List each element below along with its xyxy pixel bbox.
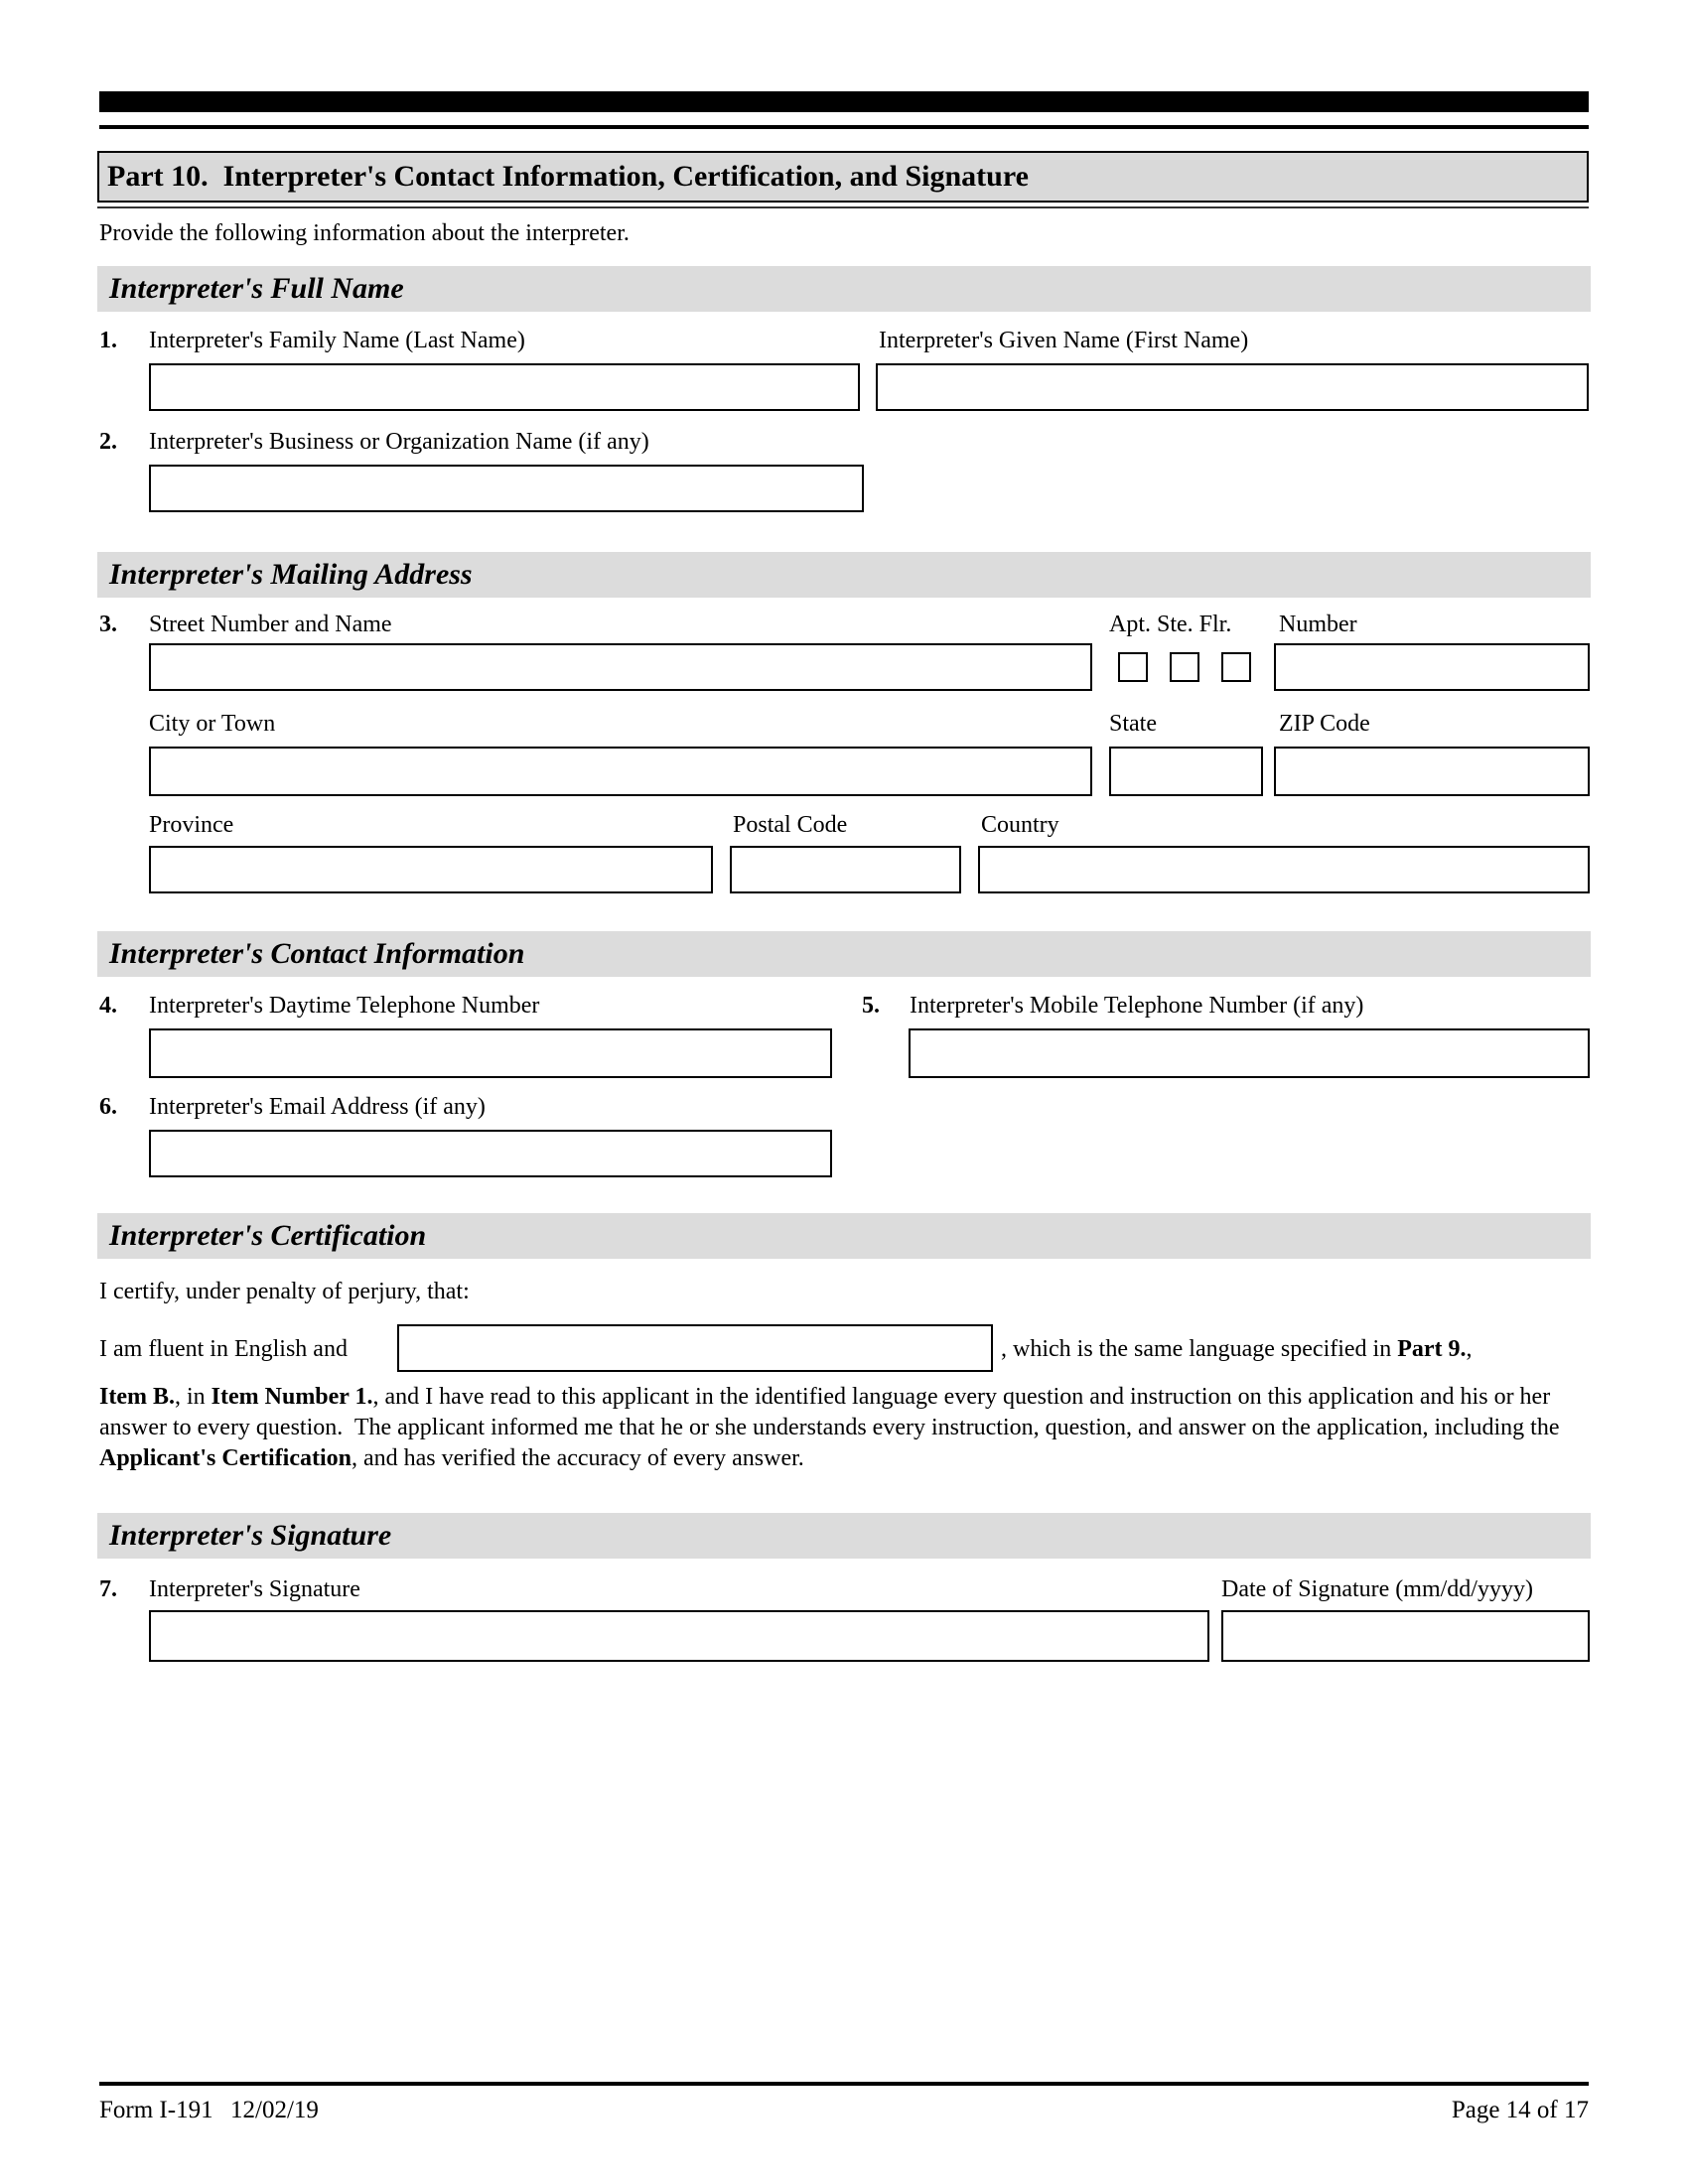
section-band-full-name <box>97 266 1591 312</box>
footer-rule <box>99 2082 1589 2086</box>
top-divider-line <box>99 125 1589 129</box>
zip-input[interactable] <box>1274 747 1590 796</box>
unit-number-input[interactable] <box>1274 643 1590 691</box>
section-title-certification: Interpreter's Certification <box>109 1219 427 1252</box>
top-divider-bar <box>99 91 1589 112</box>
fluent-prefix-text: I am fluent in English and <box>99 1336 348 1362</box>
family-name-label: Interpreter's Family Name (Last Name) <box>149 328 525 353</box>
intro-text: Provide the following information about the interpreter. <box>99 220 630 246</box>
family-name-input[interactable] <box>149 363 860 411</box>
zip-label: ZIP Code <box>1279 711 1370 737</box>
fluent-suffix-text: , which is the same language specified in Part 9., <box>1001 1336 1473 1362</box>
item5-number: 5. <box>862 993 880 1019</box>
postal-code-label: Postal Code <box>733 812 848 838</box>
section-title-contact-info: Interpreter's Contact Information <box>109 937 525 970</box>
given-name-input[interactable] <box>876 363 1589 411</box>
state-input[interactable] <box>1109 747 1263 796</box>
section-band-mailing-address <box>97 552 1591 598</box>
mobile-phone-input[interactable] <box>909 1028 1590 1078</box>
mobile-phone-label: Interpreter's Mobile Telephone Number (if any) <box>910 993 1364 1019</box>
date-of-signature-label: Date of Signature (mm/dd/yyyy) <box>1221 1576 1533 1602</box>
section-band-contact-info <box>97 931 1591 977</box>
item7-number: 7. <box>99 1576 117 1602</box>
street-input[interactable] <box>149 643 1092 691</box>
city-label: City or Town <box>149 711 276 737</box>
street-label: Street Number and Name <box>149 612 392 637</box>
footer-edition-date: 12/02/19 <box>230 2097 319 2123</box>
province-input[interactable] <box>149 846 713 893</box>
certification-paragraph: Item B., in Item Number 1., and I have read to this applicant in the identified language every question and instruction on this application and his or her answer to every question. The applicant informed me that he or she understands every instruction, question, and answer on the application, including the Applicant's Certification, and has verified the accuracy of every answer. <box>99 1384 1566 1471</box>
business-name-input[interactable] <box>149 465 864 512</box>
section-title-mailing-address: Interpreter's Mailing Address <box>109 558 473 591</box>
footer-page-info: Page 14 of 17 <box>1451 2097 1589 2123</box>
country-input[interactable] <box>978 846 1590 893</box>
business-name-label: Interpreter's Business or Organization Name (if any) <box>149 429 649 455</box>
section-title-signature: Interpreter's Signature <box>109 1519 392 1552</box>
language-input[interactable] <box>397 1324 993 1372</box>
certify-intro-text: I certify, under penalty of perjury, that: <box>99 1279 470 1304</box>
given-name-label: Interpreter's Given Name (First Name) <box>879 328 1249 353</box>
daytime-phone-input[interactable] <box>149 1028 832 1078</box>
ste-checkbox[interactable] <box>1170 652 1199 682</box>
section-band-certification <box>97 1213 1591 1259</box>
signature-label: Interpreter's Signature <box>149 1576 360 1602</box>
date-of-signature-input[interactable] <box>1221 1610 1590 1662</box>
item4-number: 4. <box>99 993 117 1019</box>
item2-number: 2. <box>99 429 117 455</box>
item6-number: 6. <box>99 1094 117 1120</box>
item1-number: 1. <box>99 328 117 353</box>
unit-type-label: Apt. Ste. Flr. <box>1109 612 1232 637</box>
signature-input[interactable] <box>149 1610 1209 1662</box>
part-10-header <box>97 151 1589 203</box>
flr-checkbox[interactable] <box>1221 652 1251 682</box>
section-title-full-name: Interpreter's Full Name <box>109 272 404 305</box>
daytime-phone-label: Interpreter's Daytime Telephone Number <box>149 993 540 1019</box>
email-label: Interpreter's Email Address (if any) <box>149 1094 486 1120</box>
item3-number: 3. <box>99 612 117 637</box>
email-input[interactable] <box>149 1130 832 1177</box>
postal-code-input[interactable] <box>730 846 961 893</box>
province-label: Province <box>149 812 234 838</box>
part-10-header-underline <box>97 206 1589 208</box>
country-label: Country <box>981 812 1059 838</box>
apt-checkbox[interactable] <box>1118 652 1148 682</box>
footer-form-number: Form I-191 <box>99 2097 213 2123</box>
state-label: State <box>1109 711 1157 737</box>
unit-number-label: Number <box>1279 612 1357 637</box>
city-input[interactable] <box>149 747 1092 796</box>
part-10-title: Part 10. Interpreter's Contact Information, Certification, and Signature <box>107 160 1029 193</box>
section-band-signature <box>97 1513 1591 1559</box>
